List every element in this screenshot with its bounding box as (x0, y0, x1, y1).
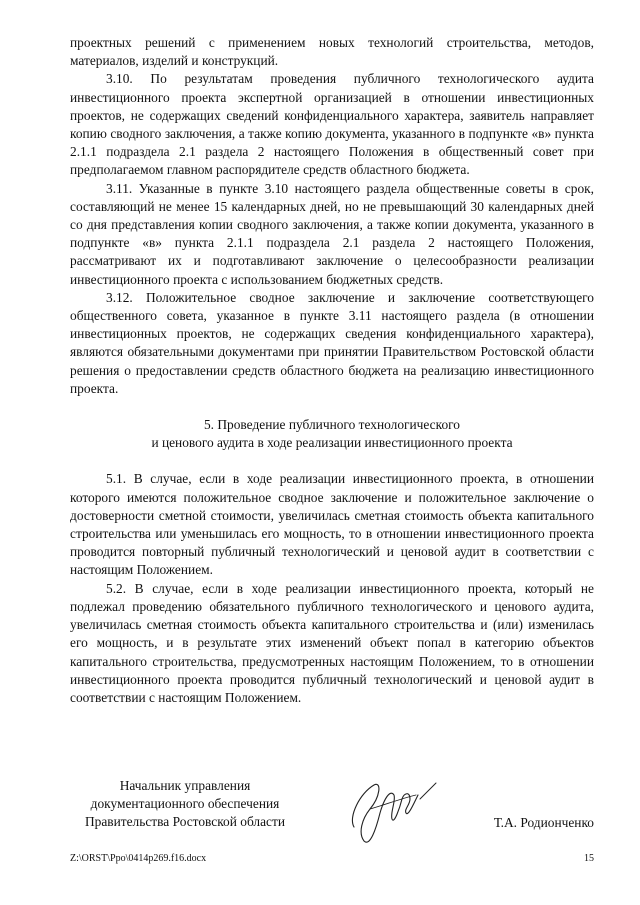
paragraph-continuation: проектных решений с применением новых технологий строительства, методов, материалов, изделий и конструкций. (70, 35, 594, 69)
signatory-position-line-3: Правительства Ростовской области (84, 814, 286, 830)
section-5-title-line-1: 5. Проведение публичного технологического (203, 417, 461, 433)
paragraph-3-11: 3.11. Указанные в пункте 3.10 настоящего раздела общественные советы в срок, составляющий не менее 15 календарных дней, но не превышающий 30 календарных дней со дня представления копии сводного заключения, а также копии документа, указанного в подпункте «в» пункта 2.1.1 подраздела 2.1 раздела 2 настоящего Положения, рассматривают их и подготавливают заключение о целесообразности реализации инвестиционного проекта с использованием бюджетных средств. (70, 180, 594, 287)
paragraph-3-10: 3.10. По результатам проведения публичного технологического аудита инвестиционного проекта экспертной организацией в отношении инвестиционных проектов, не содержащих сведений конфиденциального характера, заявитель направляет копию сводного заключения, а также копию документа, указанного в подпункте «в» пункта 2.1.1 подраздела 2.1 раздела 2 настоящего Положения в общественный совет при предполагаемом главном распорядителе средств областного бюджета. (70, 71, 594, 178)
document-body (70, 34, 594, 707)
section-5-heading (70, 416, 594, 452)
section-5-title-line-2: и ценового аудита в ходе реализации инвестиционного проекта (151, 435, 513, 451)
signatory-name: Т.А. Родионченко (493, 815, 594, 830)
signatory-position-line-1: Начальник управления (119, 778, 251, 793)
paragraph-5-1: 5.1. В случае, если в ходе реализации инвестиционного проекта, в отношении которого имеются положительное сводное заключение и положительное заключение о достоверности сметной стоимости, увеличилась сметная стоимость объекта капитального строительства или уменьшилась его мощность, то в отношении инвестиционного проекта проводится повторный публичный технологический и ценовой аудит в соответствии с настоящим Положением. (70, 471, 594, 578)
signatory-position (70, 777, 300, 832)
paragraph-5-2: 5.2. В случае, если в ходе реализации инвестиционного проекта, который не подлежал проведению обязательного публичного технологического и ценового аудита, увеличилась сметная стоимость объекта капитального строительства и (или) изменилась его мощность, и в результате этих изменений объект попал в категорию объектов капитального строительства, предусмотренных настоящим Положением, то в отношении инвестиционного проекта проводится публичный технологический и ценовой аудит в соответствии с настоящим Положением. (70, 580, 594, 705)
footer-file-path: Z:\ORST\Ppo\0414p269.f16.docx (70, 853, 207, 864)
paragraph-3-12: 3.12. Положительное сводное заключение и заключение соответствующего общественного совета, указанное в пункте 3.11 настоящего раздела (в отношении инвестиционных проектов, не содержащих сведения конфиденциального характера), являются обязательными документами при принятии Правительством Ростовской области решения о предоставлении средств областного бюджета на реализацию инвестиционного проекта. (70, 289, 594, 396)
handwritten-signature (340, 769, 450, 849)
signature-block (70, 777, 594, 847)
page-number: 15 (584, 853, 594, 864)
signatory-position-line-2: документационного обеспечения (90, 796, 280, 812)
